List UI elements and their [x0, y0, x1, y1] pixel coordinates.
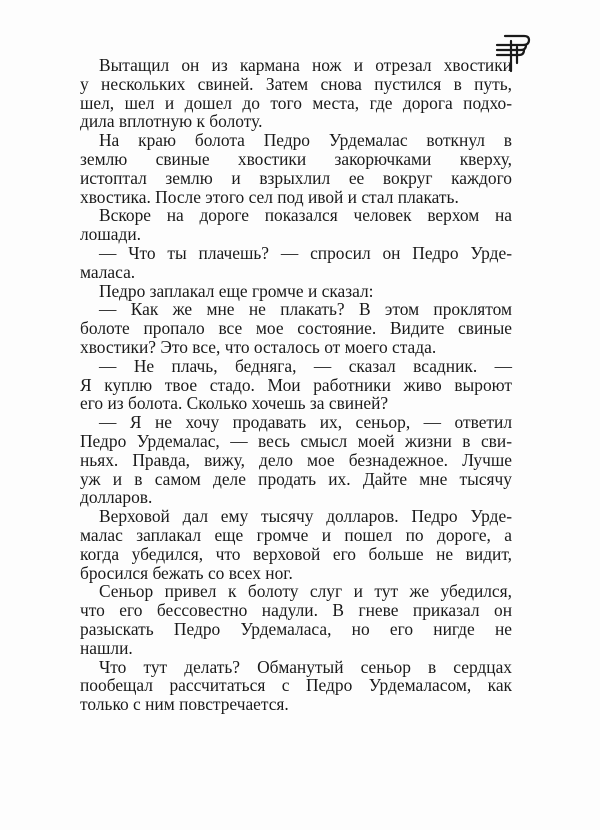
text-line: пообещал рассчитаться с Педро Урдемаласом, как	[80, 675, 512, 696]
text-line: нашли.	[80, 637, 133, 658]
text-line: — Что ты плачешь? — спросил он Педро Урде-	[99, 242, 512, 263]
text-line: лошади.	[80, 224, 141, 245]
text-line: ньях. Правда, вижу, дело мое безнадежное. Лучше	[80, 449, 512, 470]
paragraph	[80, 282, 512, 301]
paragraph	[80, 658, 512, 714]
paragraph	[80, 244, 512, 282]
text-line: шел, шел и дошел до того места, где дорога подхо-	[80, 92, 512, 113]
paragraph	[80, 206, 512, 244]
paragraph	[80, 131, 512, 206]
text-line: землю свиные хвостики закорючками кверху,	[80, 148, 512, 169]
text-line: истоптал землю и взрыхлил ее вокруг каждого	[80, 167, 512, 188]
paragraph	[80, 507, 512, 582]
text-line: Вскоре на дороге показался человек верхом на	[99, 205, 512, 226]
text-line: На краю болота Педро Урдемалас воткнул в	[99, 130, 512, 151]
text-line: Я куплю твое стадо. Мои работники живо выроют	[80, 374, 512, 395]
text-line: уж и в самом деле продать их. Дайте мне тысячу	[80, 468, 512, 489]
text-line: Педро Урдемалас, — весь смысл моей жизни в сви-	[80, 430, 512, 451]
text-line: маласа.	[80, 261, 136, 282]
text-line: когда убедился, что верховой его больше не видит,	[80, 543, 512, 564]
text-line: Вытащил он из кармана нож и отрезал хвостики	[99, 55, 512, 75]
text-line: бросился бежать со всех ног.	[80, 562, 293, 583]
text-line: Педро заплакал еще громче и сказал:	[99, 280, 374, 301]
text-line: у нескольких свиней. Затем снова пустился в путь,	[80, 73, 512, 94]
text-line: — Не плачь, бедняга, — сказал всадник. —	[99, 355, 512, 376]
text-line: — Я не хочу продавать их, сеньор, — ответил	[99, 412, 512, 433]
text-line: хвостики? Это все, что осталось от моего стада.	[80, 336, 437, 357]
text-line: Что тут делать? Обманутый сеньор в сердцах	[99, 656, 512, 677]
paragraph	[80, 413, 512, 507]
text-line: разыскать Педро Урдемаласа, но его нигде не	[80, 618, 512, 639]
body-text	[80, 56, 512, 714]
text-line: его из болота. Сколько хочешь за свиней?	[80, 393, 389, 414]
text-line: что его бессовестно надули. В гневе приказал он	[80, 600, 512, 621]
text-line: дила вплотную к болоту.	[80, 111, 263, 132]
paragraph	[80, 56, 512, 131]
text-line: Сеньор привел к болоту слуг и тут же убедился,	[99, 581, 512, 602]
text-line: — Как же мне не плакать? В этом проклятом	[99, 299, 512, 320]
text-line: хвостика. После этого сел под ивой и стал плакать.	[80, 186, 459, 207]
text-line: только с ним повстречается.	[80, 694, 289, 715]
text-line: болоте пропало все мое состояние. Видите свиные	[80, 318, 512, 339]
paragraph	[80, 357, 512, 413]
text-line: долларов.	[80, 487, 153, 508]
paragraph	[80, 300, 512, 356]
paragraph	[80, 582, 512, 657]
text-line: малас заплакал еще громче и пошел по дороге, а	[80, 524, 512, 545]
text-line: Верховой дал ему тысячу долларов. Педро Урде-	[99, 506, 512, 527]
